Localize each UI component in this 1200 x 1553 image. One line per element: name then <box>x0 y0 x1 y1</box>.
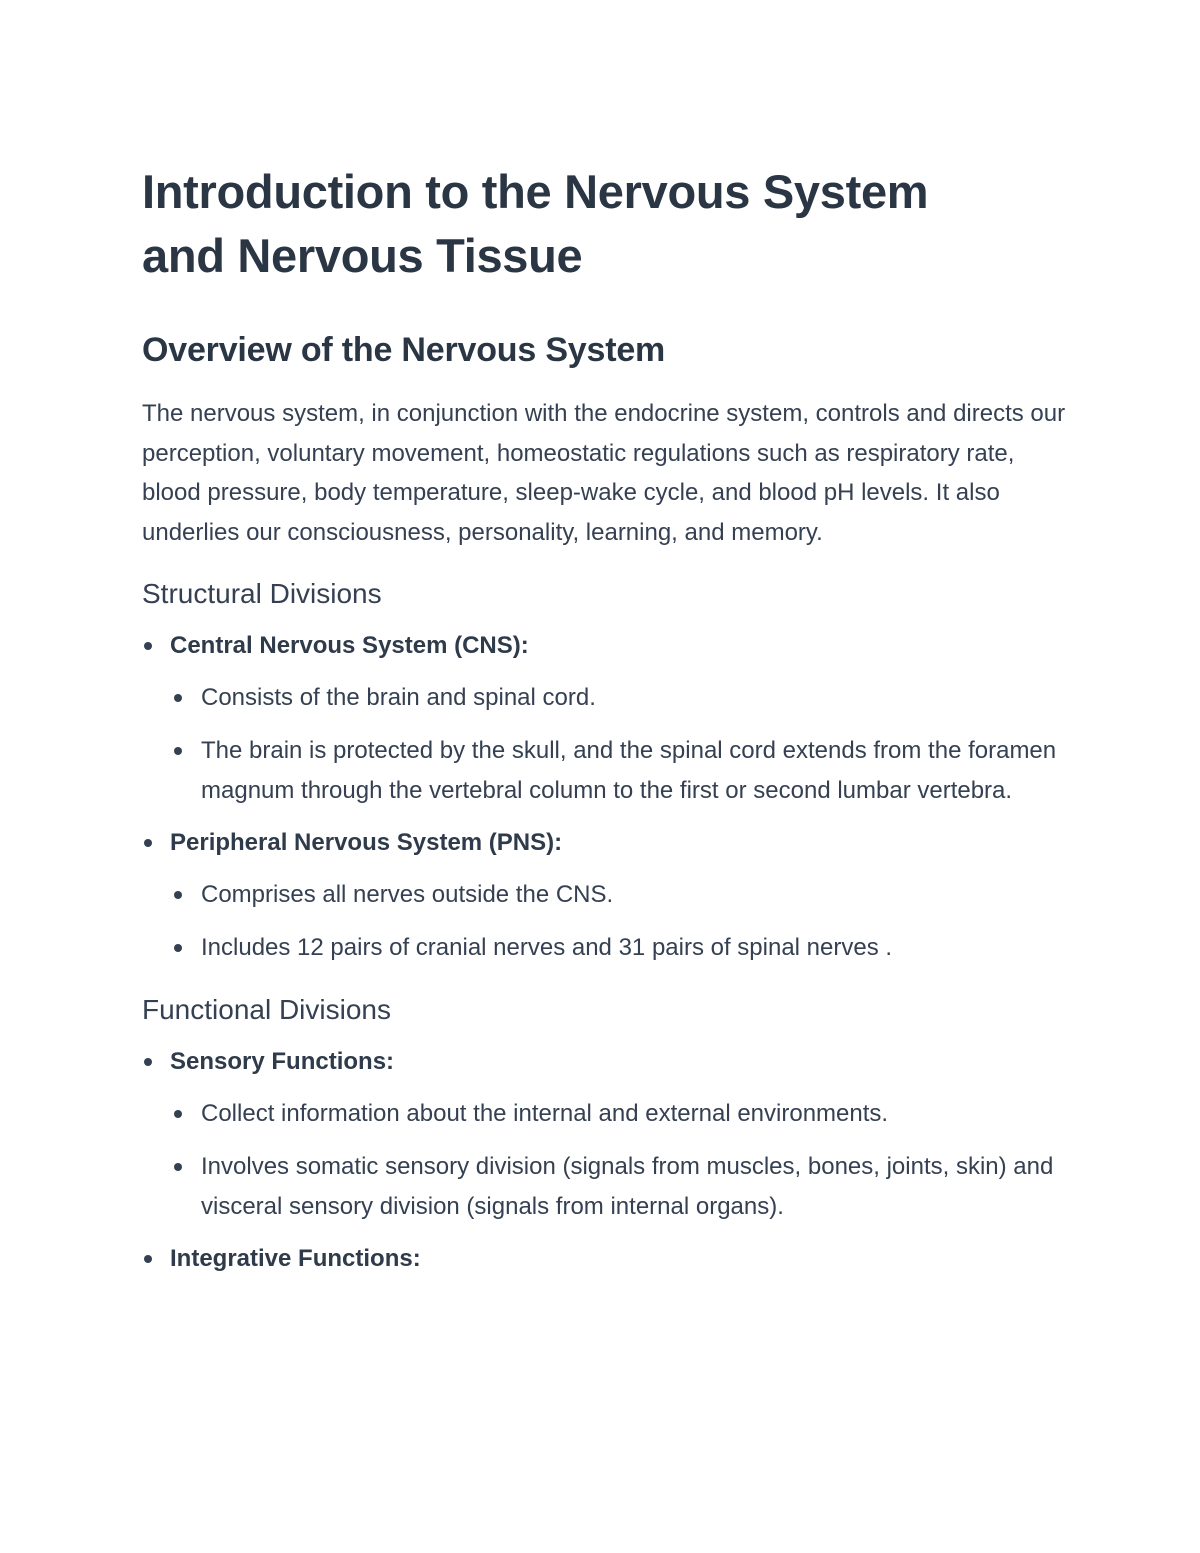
list-item <box>170 928 1072 968</box>
structural-divisions-list <box>142 626 1072 968</box>
list-item-text: Collect information about the internal and external environments. <box>201 1100 889 1127</box>
bullet-icon <box>174 891 182 899</box>
functional-divisions-heading: Functional Divisions <box>142 994 391 1025</box>
bullet-icon <box>144 1058 152 1066</box>
bullet-icon <box>174 944 182 952</box>
list-item-text: Consists of the brain and spinal cord. <box>201 684 596 711</box>
bullet-icon <box>144 1255 152 1263</box>
list-item-integrative <box>142 1239 1072 1279</box>
document-page <box>142 160 1072 1279</box>
bullet-icon <box>174 1163 182 1171</box>
list-item <box>170 1094 1072 1134</box>
functional-divisions-list <box>142 1042 1072 1279</box>
list-item-text: The brain is protected by the skull, and the spinal cord extends from the foramen magnum through the vertebral column to the first or second lumbar vertebra. <box>201 737 1057 804</box>
list-item-text: Comprises all nerves outside the CNS. <box>201 881 614 908</box>
list-item-pns <box>142 823 1072 968</box>
list-item-text: Involves somatic sensory division (signals from muscles, bones, joints, skin) and visceral sensory division (signals from internal organs). <box>201 1153 1054 1220</box>
list-item-text: Includes 12 pairs of cranial nerves and 31 pairs of spinal nerves . <box>201 934 893 961</box>
bullet-icon <box>144 839 152 847</box>
cns-points-list <box>170 678 1072 811</box>
overview-paragraph: The nervous system, in conjunction with the endocrine system, controls and directs our perception, voluntary movement, homeostatic regulations such as respiratory rate, blood pressure, body temperature, sleep-wake cycle, and blood pH levels. It also underlies our consciousness, personality, learning, and memory. <box>142 400 1066 546</box>
document-title-line-2: and Nervous Tissue <box>142 229 583 282</box>
list-item-label: Peripheral Nervous System (PNS): <box>170 829 563 856</box>
list-item-label: Central Nervous System (CNS): <box>170 632 529 659</box>
pns-points-list <box>170 875 1072 968</box>
bullet-icon <box>174 747 182 755</box>
bullet-icon <box>144 642 152 650</box>
list-item <box>170 731 1072 811</box>
list-item <box>170 1147 1072 1227</box>
overview-heading: Overview of the Nervous System <box>142 331 666 369</box>
list-item-cns <box>142 626 1072 811</box>
list-item-label: Sensory Functions: <box>170 1048 395 1075</box>
bullet-icon <box>174 694 182 702</box>
sensory-points-list <box>170 1094 1072 1227</box>
document-title-line-1: Introduction to the Nervous System <box>142 165 929 218</box>
structural-divisions-heading: Structural Divisions <box>142 578 382 609</box>
list-item <box>170 875 1072 915</box>
list-item <box>170 678 1072 718</box>
bullet-icon <box>174 1110 182 1118</box>
document-title <box>142 160 1072 288</box>
list-item-label: Integrative Functions: <box>170 1245 421 1272</box>
list-item-sensory <box>142 1042 1072 1227</box>
